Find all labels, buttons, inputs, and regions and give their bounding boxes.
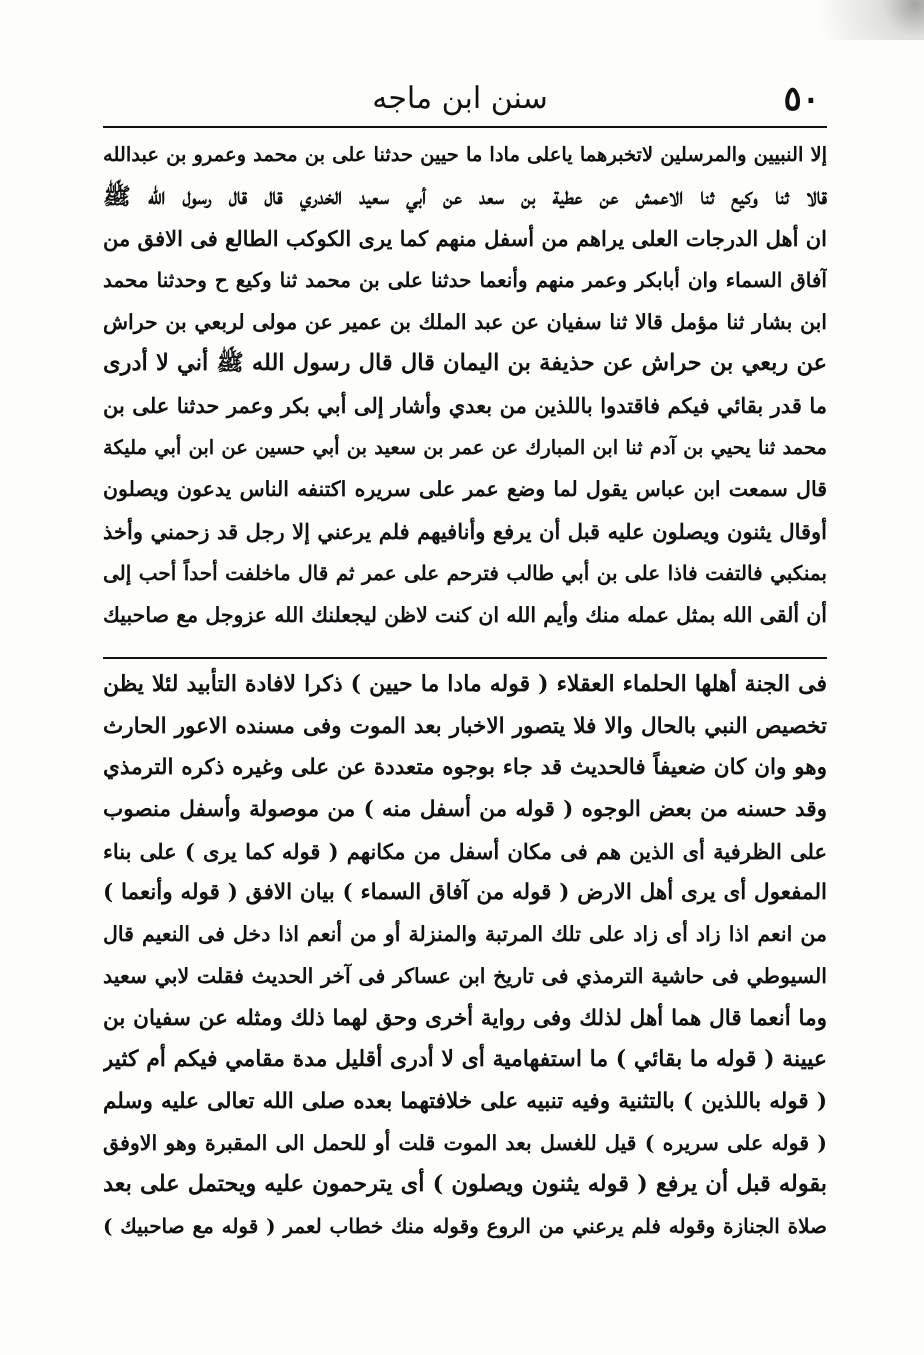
commentary-line: ( قوله باللذين ) بالتثنية وفيه تنبيه على خلافتهما بعده صلى الله تعالى عليه وسلم <box>103 1088 827 1114</box>
main-text-line: إلا النبيين والمرسلين لاتخبرهما ياعلى مادا ما حيين حدثنا على بن محمد وعمرو بن عبدالله <box>103 143 827 166</box>
commentary-line: وما أنعما قال هما أهل لذلك وفى رواية أخرى وحق لهما ذلك ومثله عن سفيان بن <box>103 1005 827 1031</box>
main-text-line: بمنكبي فالتفت فاذا على بن أبي طالب فترحم على عمر ثم قال ماخلفت أحداً أحب إلى <box>103 560 827 585</box>
commentary-line: وهو وان كان ضعيفاً فالحديث قد جاء بوجوه متعددة عن على وغيره ذكره الترمذي <box>103 755 827 781</box>
commentary-line: على الظرفية أى الذين هم فى مكان أسفل من مكانهم ( قوله كما يرى ) على بناء <box>103 838 827 864</box>
main-text-line: أوقال يثنون ويصلون عليه قبل أن يرفع وأنافيهم فلم يرعني إلا رجل قد زحمني وأخذ <box>103 519 827 545</box>
main-text-line: ان أهل الدرجات العلى يراهم من أسفل منهم كما يرى الكوكب الطالع فى الافق من <box>103 225 827 251</box>
main-text-line: أن ألقى الله بمثل عمله منك وأيم الله ان كنت لاظن ليجعلنك الله عزوجل مع صاحبيك <box>103 602 827 627</box>
main-text-line: قالا ثنا وكيع ثنا الاعمش عن عطية بن سعد عن أبي سعيد الخدري قال قال رسول الله ﷺ <box>103 182 827 210</box>
page-header <box>100 78 820 120</box>
commentary-divider <box>103 657 827 659</box>
main-text-line: محمد ثنا يحيي بن آدم ثنا ابن المبارك عن عمر بن سعيد بن أبي حسين عن ابن أبي مليكة <box>103 436 827 460</box>
commentary-line: من انعم اذا زاد أى زاد على تلك المرتبة والمنزلة أو من أنعم اذا دخل فى النعيم قال <box>103 922 827 947</box>
scan-noise <box>754 0 924 40</box>
main-text-block <box>103 134 827 637</box>
commentary-line: ( قوله على سريره ) قيل للغسل بعد الموت قلت أو للحمل الى المقبرة وهو الاوفق <box>103 1130 827 1155</box>
commentary-line: المفعول أى يرى أهل الارض ( قوله من آفاق السماء ) بيان الافق ( قوله وأنعما ) <box>103 880 827 906</box>
commentary-line: صلاة الجنازة وقوله فلم يرعني من الروع وقوله منك خطاب لعمر ( قوله مع صاحبيك ) <box>103 1213 827 1238</box>
commentary-line: السيوطي فى حاشية الترمذي فى تاريخ ابن عساكر فى آخر الحديث فقلت لابي سعيد <box>103 963 827 988</box>
main-text-line: عن ربعي بن حراش عن حذيفة بن اليمان قال قال رسول الله ﷺ أني لا أدرى <box>103 350 827 377</box>
main-text-line: آفاق السماء وان أبابكر وعمر منهم وأنعما حدثنا على بن محمد ثنا وكيع ح وحدثنا محمد <box>103 267 827 292</box>
commentary-line: تخصيص النبي بالحال والا فلا يتصور الاخبار بعد الموت وفى مسنده الاعور الحارث <box>103 713 827 739</box>
main-text-line: ما قدر بقائي فيكم فاقتدوا باللذين من بعدي وأشار إلى أبي بكر وعمر حدثنا على بن <box>103 393 827 419</box>
main-text-line: قال سمعت ابن عباس يقول لما وضع عمر على سريره اكتنفه الناس يدعون ويصلون <box>103 477 827 502</box>
header-rule <box>103 126 827 128</box>
commentary-line: فى الجنة أهلها الحلماء العقلاء ( قوله مادا ما حيين ) ذكرا لافادة التأبيد لئلا يظن <box>103 671 827 697</box>
running-title: سنن ابن ماجه <box>372 81 548 116</box>
page-number: ٥٠ <box>783 79 820 119</box>
commentary-block <box>103 664 827 1248</box>
commentary-line: وقد حسنه من بعض الوجوه ( قوله من أسفل منه ) من موصولة وأسفل منصوب <box>103 797 827 823</box>
commentary-line: بقوله قبل أن يرفع ( قوله يثنون ويصلون ) أى يترحمون عليه ويحتمل على بعد <box>103 1171 827 1198</box>
main-text-line: ابن بشار ثنا مؤمل قالا ثنا سفيان عن عبد الملك بن عمير عن مولى لربعي بن حراش <box>103 309 827 334</box>
commentary-line: عيينة ( قوله ما بقائي ) ما استفهامية أى لا أدرى أقليل مدة مقامي فيكم أم كثير <box>103 1046 827 1073</box>
